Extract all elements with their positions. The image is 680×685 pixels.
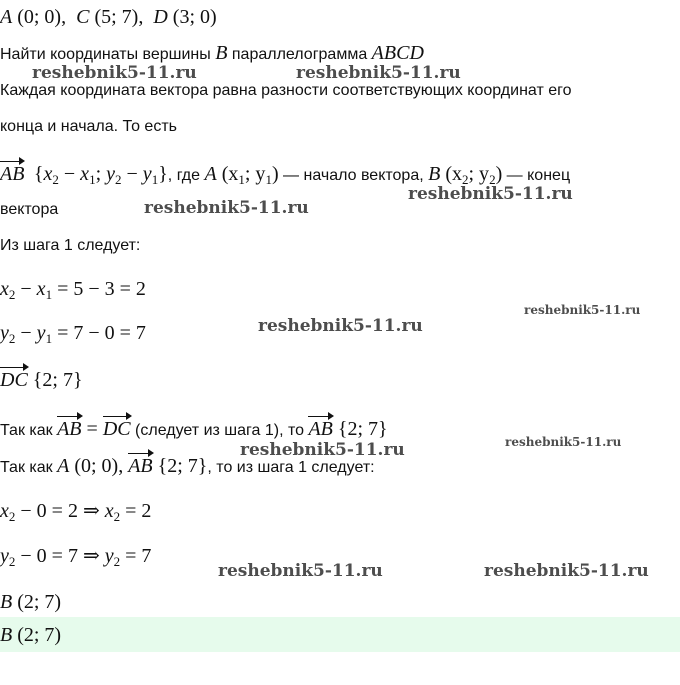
rule-line-2: конца и начала. То есть — [0, 118, 177, 135]
rule-formula: AB {$x_2 - x_1$; $y_2 - y_1$}, где A ($x_1$; $y_1$) — начало вектора, B ($x_2$; $y_2$) — конец — [0, 163, 571, 187]
watermark-2: reshebnik5-11.ru — [296, 63, 461, 83]
step3-statement: Так как A (0; 0), AB {2; 7}, то из шага 1 следует: — [0, 455, 375, 477]
vector-ab: AB — [0, 163, 25, 185]
watermark-1: reshebnik5-11.ru — [32, 63, 197, 83]
watermark-10: reshebnik5-11.ru — [484, 561, 649, 581]
step3-eq-y: $y_2 - 0 = 7$ ⇒ $y_2 = 7$ — [0, 545, 152, 569]
task-statement: Найти координаты вершины B параллелограмма ABCD — [0, 42, 424, 64]
vector-dc-coords: DC {2; 7} — [0, 369, 83, 391]
rule-line-4: вектора — [0, 201, 59, 218]
step3-eq-x: $x_2 - 0 = 2$ ⇒ $x_2 = 2$ — [0, 500, 152, 524]
watermark-7: reshebnik5-11.ru — [505, 435, 622, 449]
given-points: A (0; 0), C (5; 7), D (3; 0) — [0, 6, 217, 28]
watermark-4: reshebnik5-11.ru — [144, 198, 309, 218]
step2-statement: Так как AB = DC (следует из шага 1), то AB {2; 7} — [0, 418, 388, 440]
watermark-9: reshebnik5-11.ru — [218, 561, 383, 581]
watermark-5: reshebnik5-11.ru — [524, 303, 641, 317]
watermark-8: reshebnik5-11.ru — [240, 440, 405, 460]
watermark-6: reshebnik5-11.ru — [258, 316, 423, 336]
step1-intro: Из шага 1 следует: — [0, 237, 141, 254]
answer-text: B (2; 7) — [0, 624, 62, 646]
answer-box — [0, 617, 680, 652]
step1-eq-x: $x_2 - x_1 = 5 - 3 = 2$ — [0, 278, 146, 302]
watermark-3: reshebnik5-11.ru — [408, 184, 573, 204]
step1-eq-y: $y_2 - y_1 = 7 - 0 = 7$ — [0, 322, 146, 346]
result-line: B (2; 7) — [0, 591, 62, 613]
rule-line-1: Каждая координата вектора равна разности соответствующих координат его — [0, 82, 572, 99]
